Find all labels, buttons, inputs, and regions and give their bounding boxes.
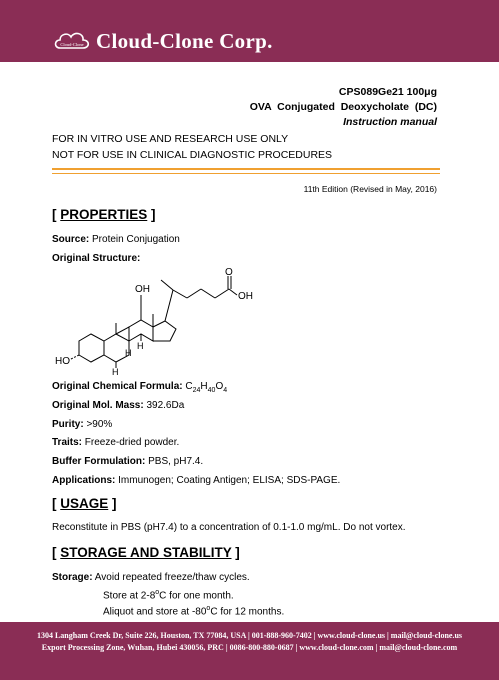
- divider: [52, 168, 440, 170]
- divider: [52, 173, 440, 174]
- section-properties-heading: [ PROPERTIES ]: [52, 207, 156, 222]
- brand-logo: [52, 28, 273, 54]
- traits-line: Traits: Freeze-dried powder.: [52, 437, 180, 448]
- buffer-line: Buffer Formulation: PBS, pH7.4.: [52, 456, 204, 467]
- oh-label-acid: OH: [238, 291, 253, 302]
- manual-label: Instruction manual: [343, 116, 437, 128]
- oh-label-top: OH: [135, 284, 150, 295]
- structure-label: Original Structure:: [52, 253, 141, 264]
- header-banner: [0, 0, 499, 62]
- ho-label-left: HO: [55, 356, 70, 367]
- source-line: Source: Protein Conjugation: [52, 234, 180, 245]
- chemical-structure-diagram: [55, 265, 255, 375]
- catalog-number: CPS089Ge21 100μg: [338, 86, 437, 98]
- storage-line-1: Storage: Avoid repeated freeze/thaw cycles.: [52, 572, 250, 583]
- footer-banner: [0, 622, 499, 680]
- warning-research: FOR IN VITRO USE AND RESEARCH USE ONLY: [52, 133, 289, 145]
- h-label: H: [137, 341, 144, 351]
- warning-clinical: NOT FOR USE IN CLINICAL DIAGNOSTIC PROCEDURES: [52, 149, 333, 161]
- formula-line: Original Chemical Formula: $C_{24}H_{40}O_4$: [52, 381, 228, 394]
- h-label: H: [112, 367, 119, 375]
- section-usage-heading: [ USAGE ]: [52, 496, 117, 511]
- storage-line-2: Store at 2-8$^o$C for one month.: [103, 589, 234, 602]
- h-label: H: [125, 348, 132, 358]
- section-storage-heading: [ STORAGE AND STABILITY ]: [52, 545, 240, 560]
- purity-line: Purity: >90%: [52, 419, 113, 430]
- logo-small-text: Cloud-Clone: [60, 42, 84, 47]
- usage-text: Reconstitute in PBS (pH7.4) to a concentration of 0.1-1.0 mg/mL. Do not vortex.: [52, 522, 406, 533]
- edition-note: 11th Edition (Revised in May, 2016): [303, 184, 437, 194]
- product-name: OVA Conjugated Deoxycholate (DC): [249, 101, 437, 113]
- footer-address-us: 1304 Langham Creek Dr, Suite 226, Houston, TX 77084, USA | 001-888-960-7402 | www.cloud-clone.us | mail@cloud-clone.us: [36, 631, 463, 640]
- mass-line: Original Mol. Mass: 392.6Da: [52, 400, 185, 411]
- cloud-logo-icon: [52, 28, 92, 54]
- o-label-acid: O: [225, 267, 233, 278]
- applications-line: Applications: Immunogen; Coating Antigen; ELISA; SDS-PAGE.: [52, 475, 341, 486]
- footer-address-cn: Export Processing Zone, Wuhan, Hubei 430056, PRC | 0086-800-880-0687 | www.cloud-clone.com | mail@cloud-clone.com: [41, 643, 458, 652]
- storage-line-3: Aliquot and store at -80$^o$C for 12 months.: [103, 605, 285, 618]
- brand-name: Cloud-Clone Corp.: [96, 28, 273, 53]
